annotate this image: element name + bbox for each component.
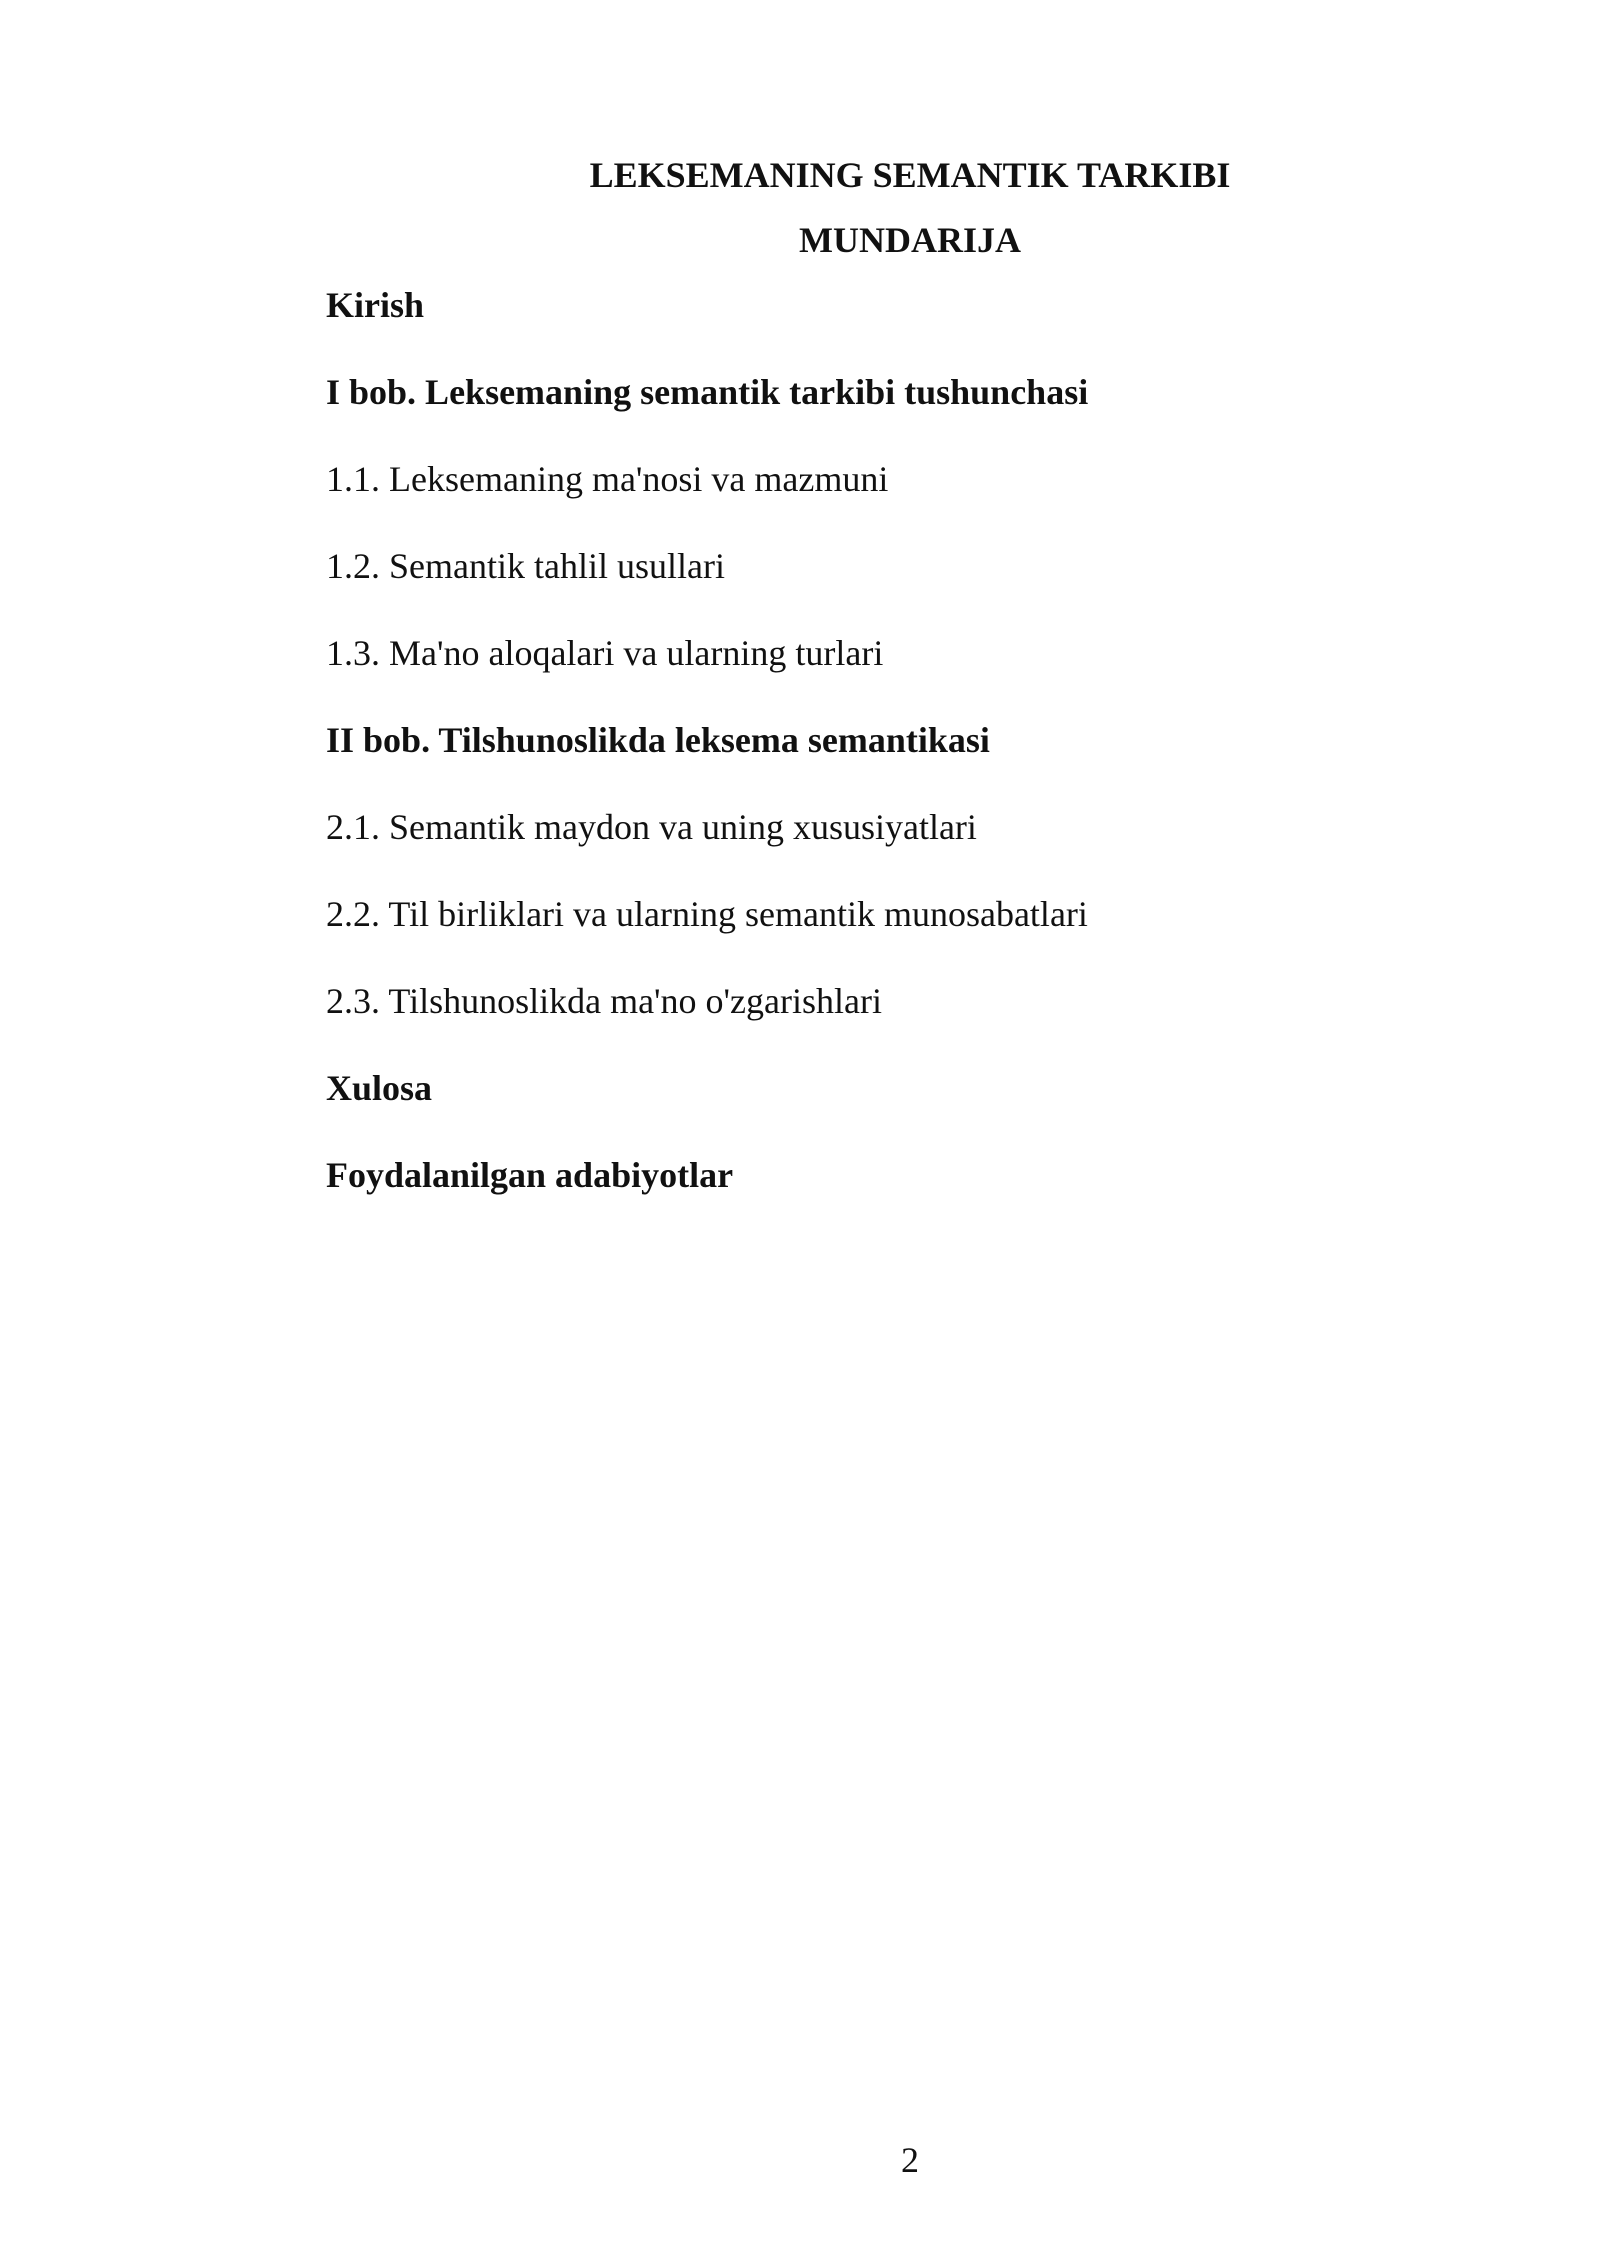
toc-item-section-2-2: 2.2. Til birliklari va ularning semantik munosabatlari	[326, 894, 1088, 934]
toc-item-section-2-1: 2.1. Semantik maydon va uning xususiyatlari	[326, 807, 977, 847]
toc-item-conclusion: Xulosa	[326, 1068, 433, 1108]
toc-heading: MUNDARIJA	[799, 220, 1021, 260]
toc-item-chapter-1: I bob. Leksemaning semantik tarkibi tushunchasi	[326, 372, 1089, 412]
document-title: LEKSEMANING SEMANTIK TARKIBI	[589, 155, 1231, 195]
toc-item-references: Foydalanilgan adabiyotlar	[326, 1155, 734, 1195]
toc-item-section-1-2: 1.2. Semantik tahlil usullari	[326, 546, 725, 586]
toc-item-section-1-3: 1.3. Ma'no aloqalari va ularning turlari	[326, 633, 884, 673]
toc-item-introduction: Kirish	[326, 285, 425, 325]
toc-item-section-2-3: 2.3. Tilshunoslikda ma'no o'zgarishlari	[326, 981, 882, 1021]
table-of-contents	[326, 280, 1526, 1237]
page-number: 2	[901, 2140, 919, 2180]
toc-item-section-1-1: 1.1. Leksemaning ma'nosi va mazmuni	[326, 459, 889, 499]
toc-item-chapter-2: II bob. Tilshunoslikda leksema semantikasi	[326, 720, 990, 760]
